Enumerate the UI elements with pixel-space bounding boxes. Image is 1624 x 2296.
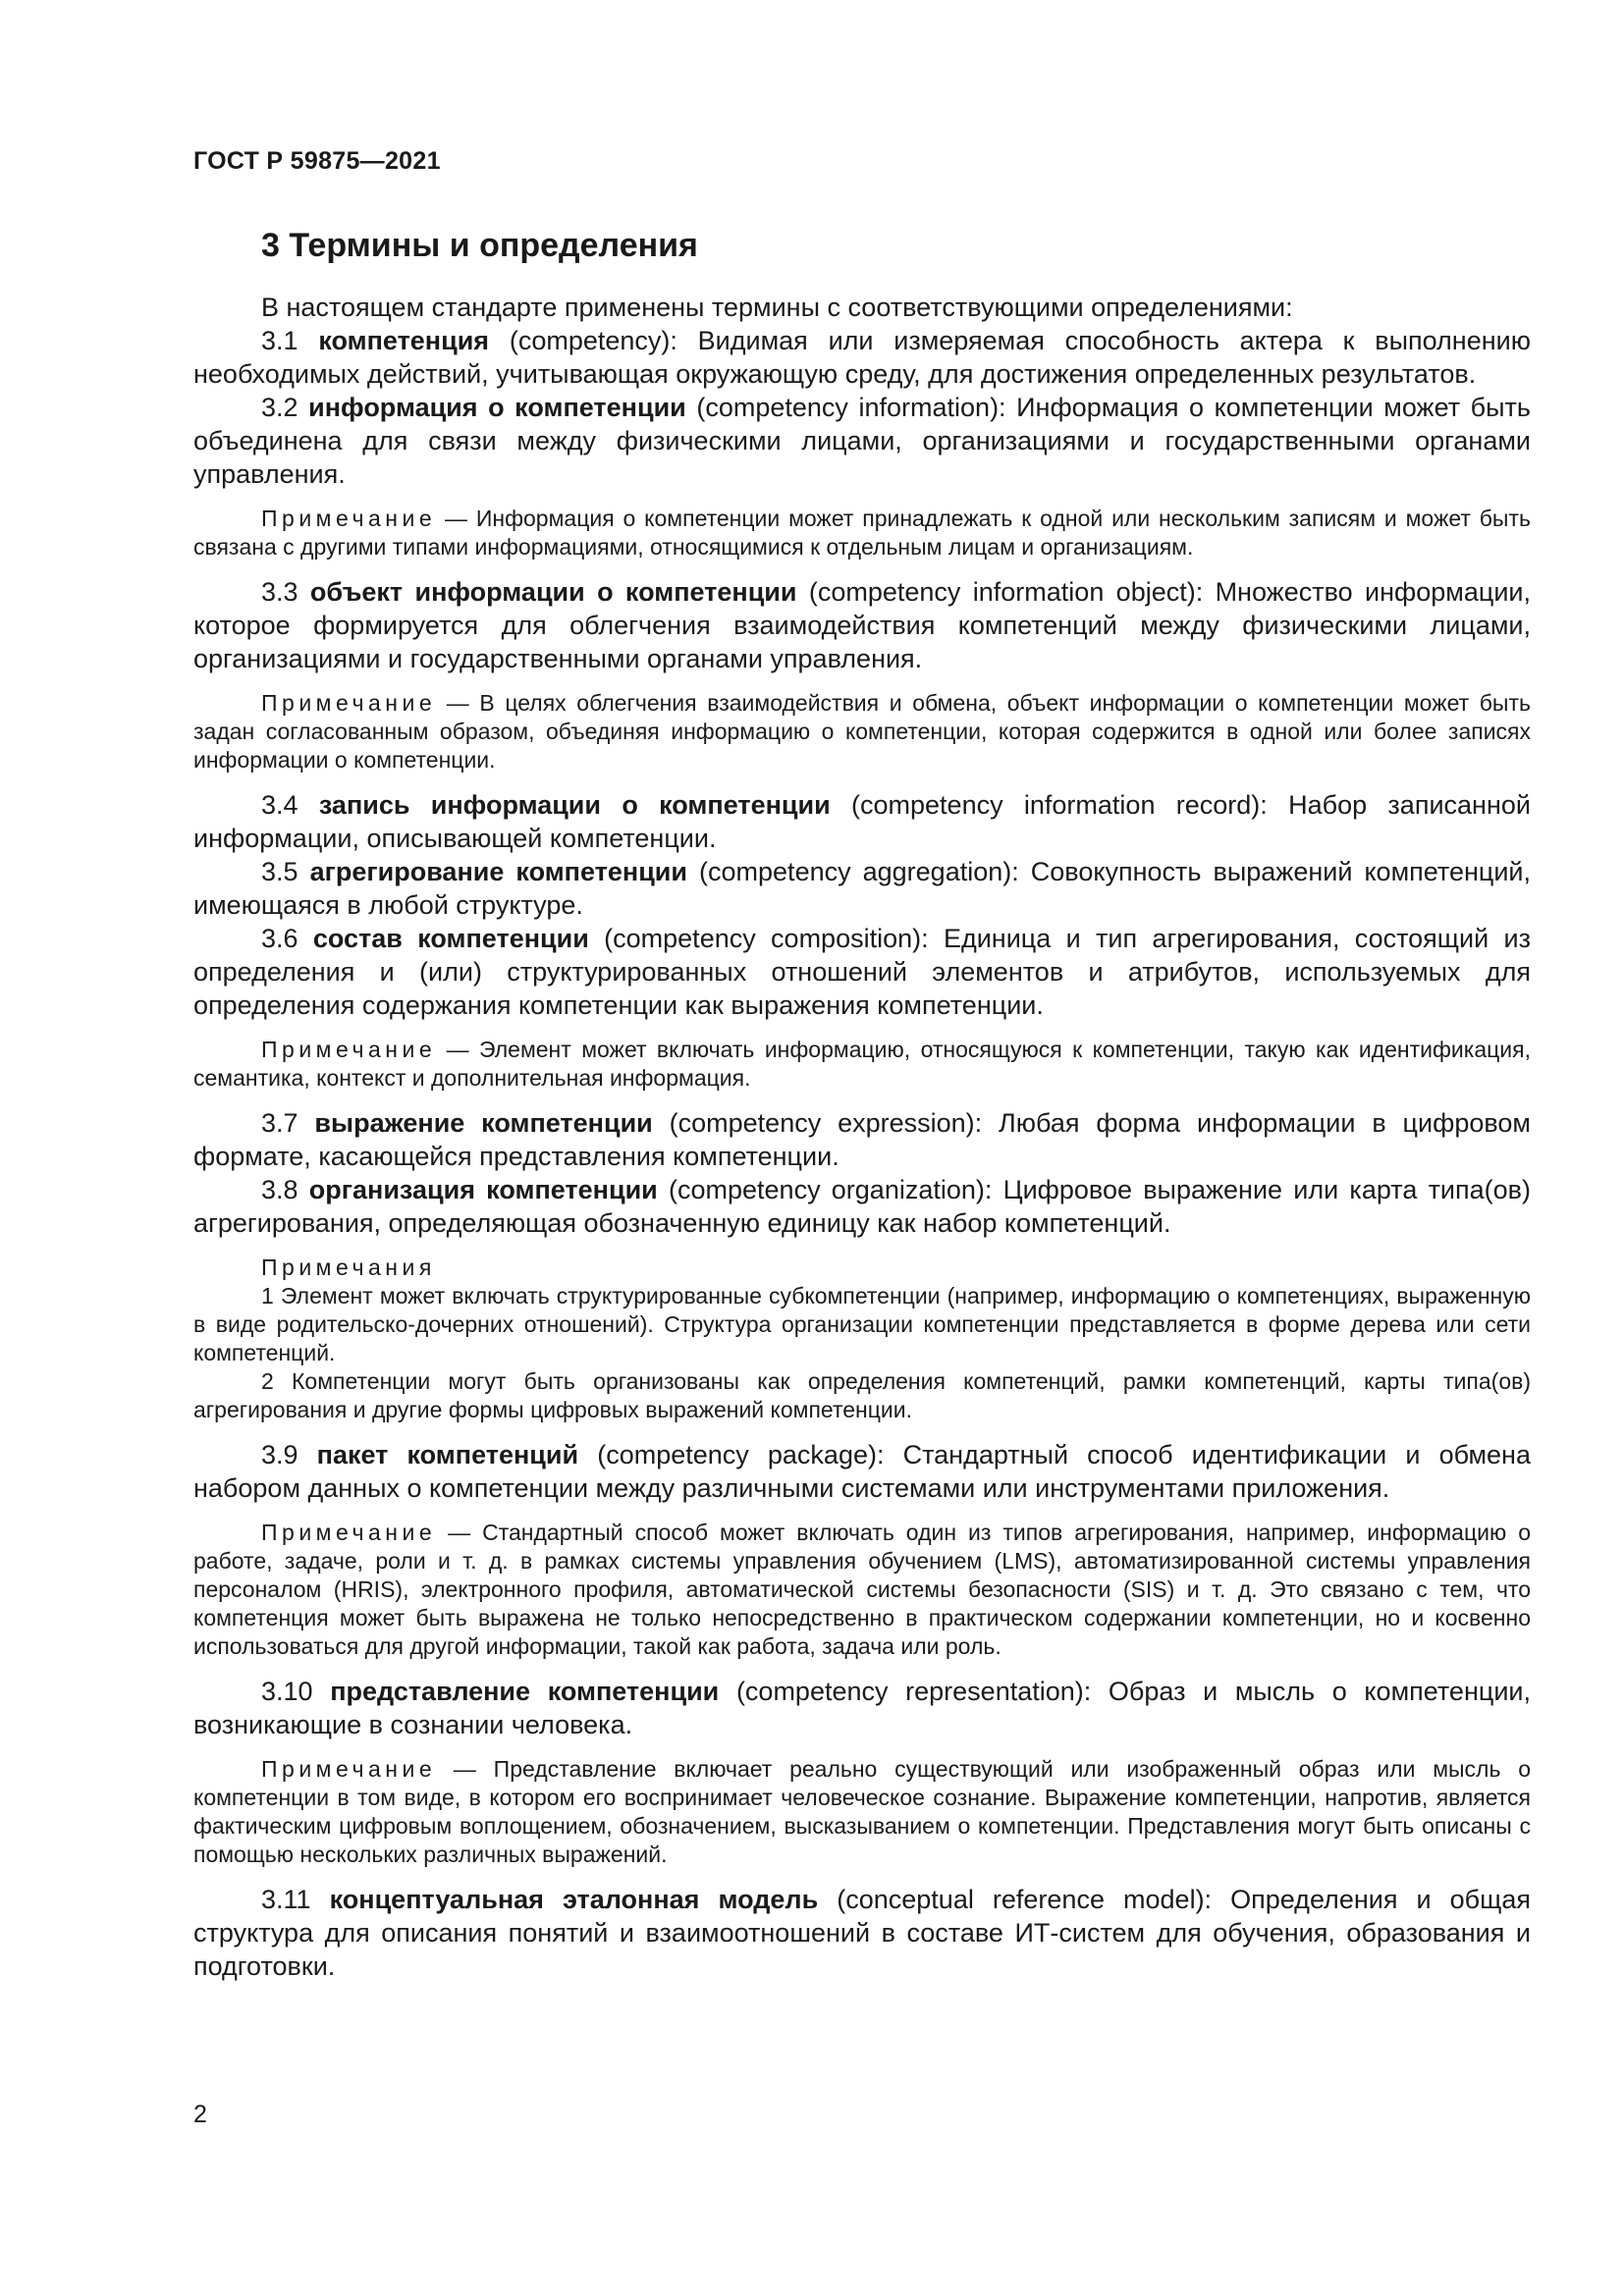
term-3-8-notes-heading: Примечания <box>261 1255 436 1280</box>
term-definition: (competency composition): Единица и тип агрегирования, состоящий из определения и (или) структурированных отношений элементов и атрибутов, используемых для определения содержания компетенции как выражения компетенции. <box>193 924 1531 1020</box>
term-3-2-note <box>193 505 1531 561</box>
term-3-8 <box>193 1173 1531 1240</box>
note-text: — Элемент может включать информацию, относящуюся к компетенции, такую как идентификация, семантика, контекст и дополнительная информация. <box>193 1037 1531 1091</box>
term-number: 3.11 <box>261 1885 311 1914</box>
term-definition: (competency expression): Любая форма информации в цифровом формате, касающейся представления компетенции. <box>193 1108 1531 1171</box>
term-name: представление компетенции <box>330 1677 720 1706</box>
note-label: Примечание <box>261 1520 437 1545</box>
note-label: Примечание <box>261 1756 437 1782</box>
note-item: 2 Компетенции могут быть организованы как определения компетенций, рамки компетенций, карты типа(ов) агрегирования и другие формы цифровых выражений компетенции. <box>193 1368 1531 1422</box>
term-name: пакет компетенций <box>316 1440 579 1469</box>
term-number: 3.9 <box>261 1440 298 1469</box>
term-number: 3.8 <box>261 1175 298 1204</box>
term-name: информация о компетенции <box>308 393 686 422</box>
term-3-10-note <box>193 1755 1531 1869</box>
term-definition: (competency representation): Образ и мысль о компетенции, возникающие в сознании человека. <box>193 1677 1531 1739</box>
note-text: — В целях облегчения взаимодействия и обмена, объект информации о компетенции может быть задан согласованным образом, объединяя информацию о компетенции, которая содержится в одной или более записях информации о компетенции. <box>193 690 1531 773</box>
document-content <box>193 224 1531 1983</box>
term-definition: (competency information object): Множество информации, которое формируется для облегчения взаимодействия компетенций между физическими лицами, организациями и государственными органами управления. <box>193 577 1531 673</box>
term-3-9-note <box>193 1519 1531 1661</box>
note-text: — Представление включает реально существующий или изображенный образ или мысль о компетенции в том виде, в котором его воспринимает человеческое сознание. Выражение компетенции, напротив, является фактическим цифровым воплощением, обозначением, высказыванием о компетенции. Представления могут быть описаны с помощью нескольких различных выражений. <box>193 1756 1532 1867</box>
note-label: Примечание <box>261 506 437 531</box>
term-name: компетенция <box>318 326 490 355</box>
term-definition: (conceptual reference model): Определения и общая структура для описания понятий и взаимоотношений в составе ИТ-систем для обучения, образования и подготовки. <box>193 1885 1531 1981</box>
document-code-header: ГОСТ Р 59875—2021 <box>193 147 441 175</box>
term-definition: (competency): Видимая или измеряемая способность актера к выполнению необходимых действий, учитывающая окружающую среду, для достижения определенных результатов. <box>193 326 1531 389</box>
note-item: 1 Элемент может включать структурированные субкомпетенции (например, информацию о компетенциях, выраженную в виде родительско-дочерних отношений). Структура организации компетенции представляется в форме дерева или сети компетенций. <box>193 1283 1531 1365</box>
term-number: 3.3 <box>261 577 298 607</box>
term-number: 3.7 <box>261 1108 298 1138</box>
term-name: состав компетенции <box>312 924 589 953</box>
term-3-6-note <box>193 1036 1531 1093</box>
term-name: запись информации о компетенции <box>318 790 831 820</box>
term-3-7 <box>193 1106 1531 1173</box>
term-3-6 <box>193 922 1531 1022</box>
term-definition: (competency information): Информация о компетенции может быть объединена для связи между физическими лицами, организациями и государственными органами управления. <box>193 393 1531 489</box>
term-number: 3.2 <box>261 393 298 422</box>
term-number: 3.6 <box>261 924 298 953</box>
term-number: 3.4 <box>261 790 298 820</box>
term-3-4 <box>193 788 1531 855</box>
note-label: Примечание <box>261 690 437 716</box>
term-definition: (competency information record): Набор записанной информации, описывающей компетенции. <box>193 790 1531 853</box>
term-3-1 <box>193 324 1531 391</box>
section-intro: В настоящем стандарте применены термины с соответствующими определениями: <box>261 293 1293 322</box>
term-3-3 <box>193 575 1531 675</box>
note-text: — Стандартный способ может включать один из типов агрегирования, например, информацию о работе, задаче, роли и т. д. в рамках системы управления обучением (LMS), автоматизированной системы управления персоналом (HRIS), электронного профиля, автоматической системы безопасности (SIS) и т. д. Это связано с тем, что компетенция может быть выражена не только непосредственно в практическом содержании компетенции, но и косвенно использоваться для другой информации, такой как работа, задача или роль. <box>193 1520 1531 1659</box>
term-3-11 <box>193 1883 1531 1983</box>
term-number: 3.1 <box>261 326 298 355</box>
term-definition: (competency organization): Цифровое выражение или карта типа(ов) агрегирования, определяющая обозначенную единицу как набор компетенций. <box>193 1175 1531 1238</box>
term-name: организация компетенции <box>308 1175 658 1204</box>
note-text: — Информация о компетенции может принадлежать к одной или нескольким записям и может быть связана с другими типами информациями, относящимися к отдельным лицам и организациям. <box>193 506 1531 560</box>
term-3-2 <box>193 391 1531 491</box>
section-title: 3 Термины и определения <box>261 227 698 264</box>
term-number: 3.10 <box>261 1677 313 1706</box>
page-number: 2 <box>193 2101 207 2128</box>
term-definition: (competency package): Стандартный способ идентификации и обмена набором данных о компетенции между различными системами или инструментами приложения. <box>193 1440 1531 1503</box>
term-3-8-notes <box>193 1282 1531 1424</box>
term-definition: (competency aggregation): Совокупность выражений компетенций, имеющаяся в любой структуре. <box>193 857 1531 920</box>
term-name: объект информации о компетенции <box>309 577 797 607</box>
note-label: Примечание <box>261 1037 437 1062</box>
term-name: выражение компетенции <box>314 1108 653 1138</box>
term-3-9 <box>193 1438 1531 1505</box>
term-name: агрегирование компетенции <box>309 857 687 886</box>
term-name: концептуальная эталонная модель <box>329 1885 819 1914</box>
term-3-10 <box>193 1675 1531 1741</box>
term-number: 3.5 <box>261 857 298 886</box>
term-3-5 <box>193 855 1531 922</box>
term-3-3-note <box>193 689 1531 774</box>
